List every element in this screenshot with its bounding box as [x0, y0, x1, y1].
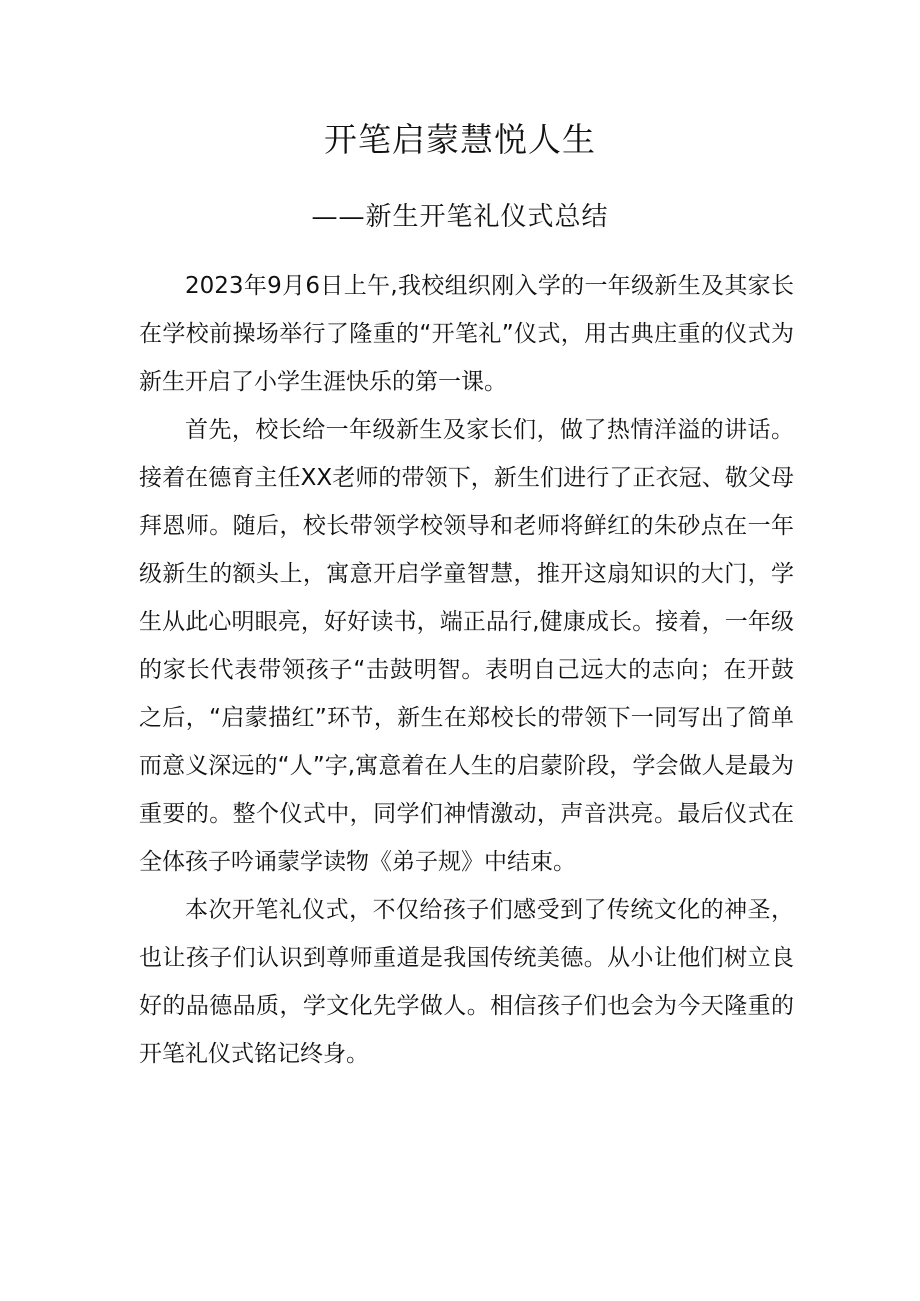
paragraph-ceremony: 首先，校长给一年级新生及家长们，做了热情洋溢的讲话。接着在德育主任XX老师的带领下，新生们进行了正衣冠、敬父母拜恩师。随后，校长带领学校领导和老师将鲜红的朱砂点在一年级新生的额头上，寓意开启学童智慧，推开这扇知识的大门，学生从此心明眼亮，好好读书，端正品行,健康成长。接着，一年级的家长代表带领孩子“击鼓明智。表明自己远大的志向；在开鼓之后，“启蒙描红”环节，新生在郑校长的带领下一同写出了简单而意义深远的“人”字,寓意着在人生的启蒙阶段，学会做人是最为重要的。整个仪式中，同学们神情激动，声音洪亮。最后仪式在全体孩子吟诵蒙学读物《弟子规》中结束。: [139, 417, 794, 875]
paragraph-conclusion: 本次开笔礼仪式，不仅给孩子们感受到了传统文化的神圣，也让孩子们认识到尊师重道是我国传统美德。从小让他们树立良好的品德品质，学文化先学做人。相信孩子们也会为今天隆重的开笔礼仪式铭记终身。: [139, 897, 794, 1067]
paragraph-intro: 2023年9月6日上午,我校组织刚入学的一年级新生及其家长在学校前操场举行了隆重的“开笔礼”仪式，用古典庄重的仪式为新生开启了小学生涯快乐的第一课。: [139, 273, 794, 395]
document-title: 开笔启蒙慧悦人生: [324, 120, 596, 159]
document-body: [139, 262, 794, 1078]
document-subtitle: ——新生开笔礼仪式总结: [311, 202, 609, 232]
